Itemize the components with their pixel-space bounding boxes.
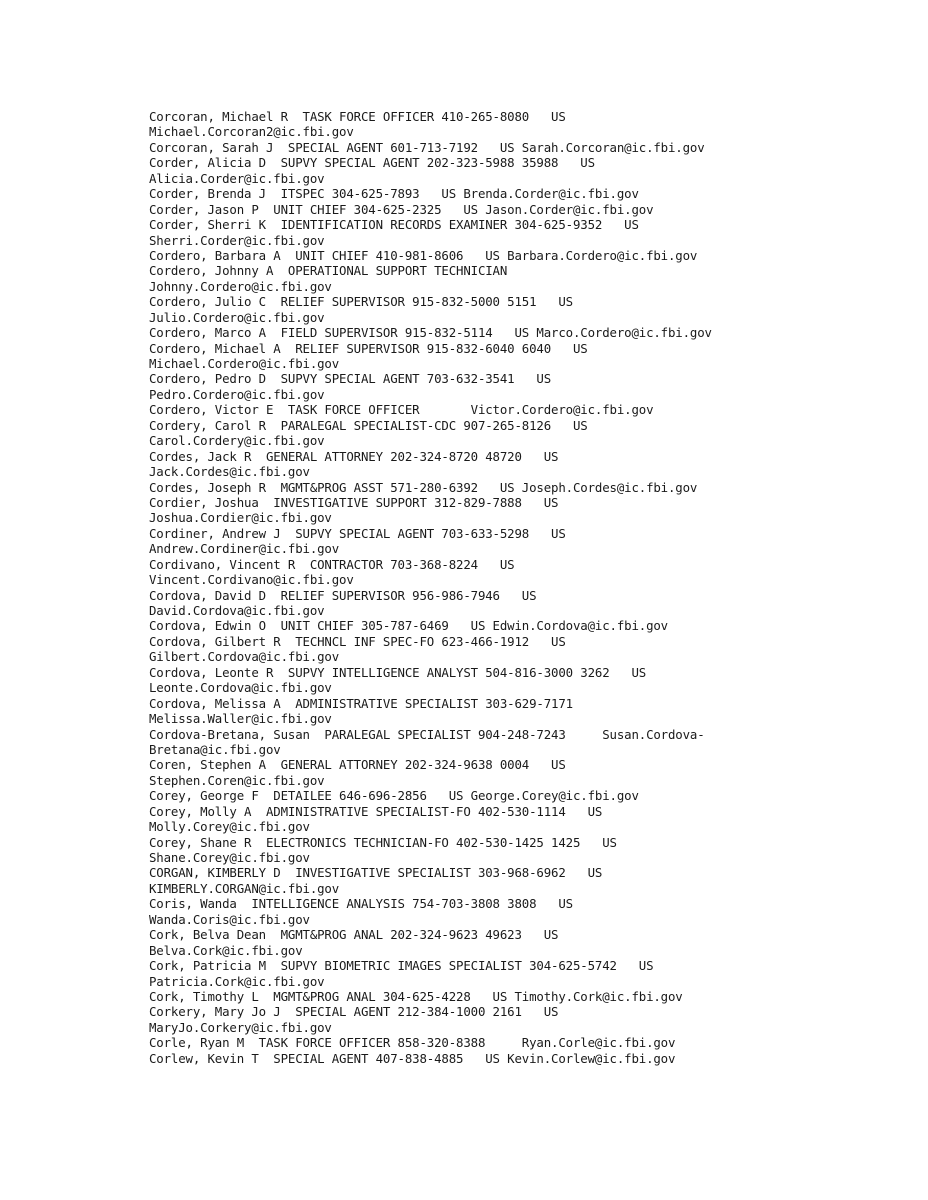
listing-line: Cordova-Bretana, Susan PARALEGAL SPECIALIST 904-248-7243 Susan.Cordova- xyxy=(149,726,705,742)
listing-line: Cordiner, Andrew J SUPVY SPECIAL AGENT 703-633-5298 US xyxy=(149,525,566,541)
listing-line: Cordes, Joseph R MGMT&PROG ASST 571-280-6392 US Joseph.Cordes@ic.fbi.gov xyxy=(149,479,698,495)
listing-line: Cork, Timothy L MGMT&PROG ANAL 304-625-4228 US Timothy.Cork@ic.fbi.gov xyxy=(149,988,683,1004)
listing-line: Cordero, Johnny A OPERATIONAL SUPPORT TECHNICIAN xyxy=(149,263,508,279)
listing-line: Corey, George F DETAILEE 646-696-2856 US George.Corey@ic.fbi.gov xyxy=(149,788,639,804)
listing-line: Andrew.Cordiner@ic.fbi.gov xyxy=(149,541,340,557)
listing-line: Corcoran, Sarah J SPECIAL AGENT 601-713-7192 US Sarah.Corcoran@ic.fbi.gov xyxy=(149,139,705,155)
listing-line: Vincent.Cordivano@ic.fbi.gov xyxy=(149,572,354,588)
listing-line: Cordero, Julio C RELIEF SUPERVISOR 915-832-5000 5151 US xyxy=(149,294,573,310)
listing-line: Stephen.Coren@ic.fbi.gov xyxy=(149,772,325,788)
listing-line: Cordero, Michael A RELIEF SUPERVISOR 915-832-6040 6040 US xyxy=(149,340,588,356)
listing-line: Cordova, Edwin O UNIT CHIEF 305-787-6469 US Edwin.Cordova@ic.fbi.gov xyxy=(149,618,668,634)
listing-line: Cordova, Gilbert R TECHNCL INF SPEC-FO 623-466-1912 US xyxy=(149,633,566,649)
listing-line: Melissa.Waller@ic.fbi.gov xyxy=(149,711,332,727)
listing-line: MaryJo.Corkery@ic.fbi.gov xyxy=(149,1019,332,1035)
listing-line: Wanda.Coris@ic.fbi.gov xyxy=(149,911,310,927)
listing-line: Belva.Cork@ic.fbi.gov xyxy=(149,942,303,958)
listing-line: Michael.Corcoran2@ic.fbi.gov xyxy=(149,124,354,140)
listing-line: Coren, Stephen A GENERAL ATTORNEY 202-324-9638 0004 US xyxy=(149,757,566,773)
listing-line: Pedro.Cordero@ic.fbi.gov xyxy=(149,386,325,402)
listing-line: Corey, Shane R ELECTRONICS TECHNICIAN-FO 402-530-1425 1425 US xyxy=(149,834,617,850)
listing-line: KIMBERLY.CORGAN@ic.fbi.gov xyxy=(149,880,340,896)
listing-line: Corder, Sherri K IDENTIFICATION RECORDS EXAMINER 304-625-9352 US xyxy=(149,217,639,233)
listing-line: Corder, Brenda J ITSPEC 304-625-7893 US Brenda.Corder@ic.fbi.gov xyxy=(149,186,639,202)
listing-line: Cordero, Victor E TASK FORCE OFFICER Victor.Cordero@ic.fbi.gov xyxy=(149,402,654,418)
listing-line: Cordova, Leonte R SUPVY INTELLIGENCE ANALYST 504-816-3000 3262 US xyxy=(149,664,647,680)
listing-line: Cordero, Pedro D SUPVY SPECIAL AGENT 703-632-3541 US xyxy=(149,371,552,387)
listing-line: Bretana@ic.fbi.gov xyxy=(149,741,281,757)
listing-line: Cordero, Barbara A UNIT CHIEF 410-981-8606 US Barbara.Cordero@ic.fbi.gov xyxy=(149,247,698,263)
listing-line: Cordova, Melissa A ADMINISTRATIVE SPECIALIST 303-629-7171 xyxy=(149,695,573,711)
listing-line: Alicia.Corder@ic.fbi.gov xyxy=(149,170,325,186)
listing-line: Corey, Molly A ADMINISTRATIVE SPECIALIST-FO 402-530-1114 US xyxy=(149,803,603,819)
listing-line: Cordivano, Vincent R CONTRACTOR 703-368-8224 US xyxy=(149,556,515,572)
listing-line: Joshua.Cordier@ic.fbi.gov xyxy=(149,510,332,526)
listing-line: Coris, Wanda INTELLIGENCE ANALYSIS 754-703-3808 3808 US xyxy=(149,896,573,912)
listing-line: Cork, Patricia M SUPVY BIOMETRIC IMAGES SPECIALIST 304-625-5742 US xyxy=(149,958,654,974)
listing-line: Corcoran, Michael R TASK FORCE OFFICER 410-265-8080 US xyxy=(149,109,566,124)
listing-line: Leonte.Cordova@ic.fbi.gov xyxy=(149,680,332,696)
listing-line: Johnny.Cordero@ic.fbi.gov xyxy=(149,278,332,294)
listing-line: Corder, Alicia D SUPVY SPECIAL AGENT 202-323-5988 35988 US xyxy=(149,155,595,171)
listing-line: Cordero, Marco A FIELD SUPERVISOR 915-832-5114 US Marco.Cordero@ic.fbi.gov xyxy=(149,325,712,341)
listing-line: Cordier, Joshua INVESTIGATIVE SUPPORT 312-829-7888 US xyxy=(149,494,559,510)
listing-line: Molly.Corey@ic.fbi.gov xyxy=(149,819,310,835)
listing-line: Cordova, David D RELIEF SUPERVISOR 956-986-7946 US xyxy=(149,587,537,603)
listing-line: Cordes, Jack R GENERAL ATTORNEY 202-324-8720 48720 US xyxy=(149,448,559,464)
listing-line: Corle, Ryan M TASK FORCE OFFICER 858-320-8388 Ryan.Corle@ic.fbi.gov xyxy=(149,1035,676,1051)
directory-listing xyxy=(149,109,849,1066)
listing-line: Julio.Cordero@ic.fbi.gov xyxy=(149,309,325,325)
listing-line: Gilbert.Cordova@ic.fbi.gov xyxy=(149,649,340,665)
listing-line: Shane.Corey@ic.fbi.gov xyxy=(149,850,310,865)
listing-line: Sherri.Corder@ic.fbi.gov xyxy=(149,232,325,248)
listing-line: Carol.Cordery@ic.fbi.gov xyxy=(149,433,325,449)
listing-line: David.Cordova@ic.fbi.gov xyxy=(149,603,325,618)
listing-line: Jack.Cordes@ic.fbi.gov xyxy=(149,464,310,480)
listing-line: CORGAN, KIMBERLY D INVESTIGATIVE SPECIALIST 303-968-6962 US xyxy=(149,865,603,881)
listing-line: Michael.Cordero@ic.fbi.gov xyxy=(149,356,340,371)
listing-line: Patricia.Cork@ic.fbi.gov xyxy=(149,973,325,989)
listing-line: Corder, Jason P UNIT CHIEF 304-625-2325 US Jason.Corder@ic.fbi.gov xyxy=(149,201,654,217)
listing-line: Corkery, Mary Jo J SPECIAL AGENT 212-384-1000 2161 US xyxy=(149,1004,559,1020)
listing-line: Cordery, Carol R PARALEGAL SPECIALIST-CDC 907-265-8126 US xyxy=(149,417,588,433)
listing-line: Corlew, Kevin T SPECIAL AGENT 407-838-4885 US Kevin.Corlew@ic.fbi.gov xyxy=(149,1050,676,1066)
listing-line: Cork, Belva Dean MGMT&PROG ANAL 202-324-9623 49623 US xyxy=(149,927,559,943)
